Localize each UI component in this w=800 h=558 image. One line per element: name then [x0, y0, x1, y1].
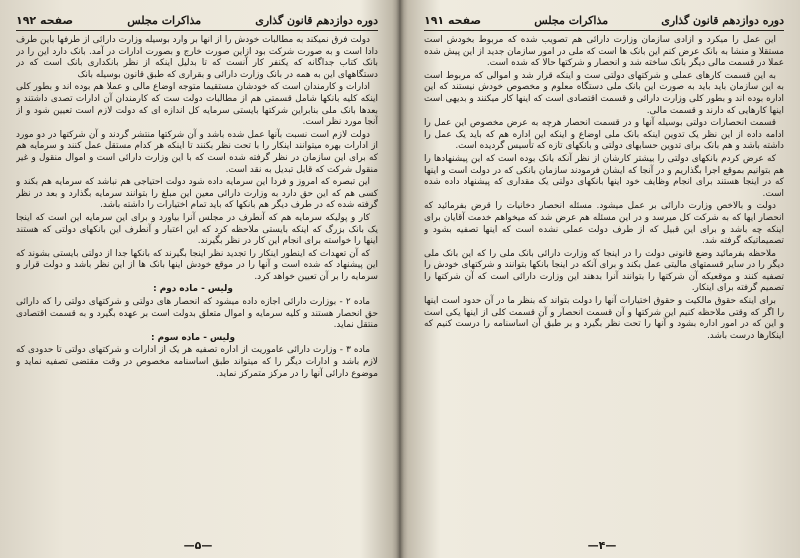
header-title: مذاکرات مجلس: [127, 14, 202, 27]
paragraph: ماده ۲ - بوزارت دارائی اجازه داده میشود که انحصار های دولتی و شرکتهای دولتی را که دارائی حق انحصار هستند و کلیه سرمایه و اموال متعلق بدولت است بر عهده بگیرد و به قسمت اقتصادی منتقل نماید.: [16, 297, 378, 331]
page-footer-right: —۴—: [587, 539, 617, 552]
left-page: [0, 0, 396, 558]
paragraph: ماده ۳ - وزارت دارائی عاموریت از اداره تصفیه هر یک از ادارات و شرکتهای دولتی تا حدودی که لازم باشد و ادارات دیگر را که میتواند طبق اساسنامه مخصوص در وقت مقتضی تصفیه نماید و موضوع دارائی آنها را در مرکز متمرکز نماید.: [16, 345, 378, 379]
right-page: [404, 0, 800, 558]
page-header-left: [16, 14, 378, 31]
paragraph: ادارات و کارمندان است که خودشان مستقیما متوجه اوضاع مالی و عملا هم بوده اند و بطور کلی اینکه کلیه بانکها شامل قسمتی هم از مطالبات دولت ست که کارمندان آن ادارات تصدی داشتند و بعدها بانک ملی بنابراین شرکتها بایستی سرمایه کل اندازه ای که دولت لازم است تعیین شود و از آنجا مورد نظر است.: [16, 82, 378, 128]
paragraph: دولت فرق نمیکند به مطالبات خودش را از آنها بر وارد بوسیله وزارت دارائی از طرفها باین طرف دادا است و به صورت شرکت بود ازاین صورت خارج و بصورت ادارات در آمد. بانک دارد این را در بانک کتاب جداگانه که یکنفر کار آنست که تا بدلیل اینکه از نظر بانکداری بانک است که در دستگاههای این به همه در بانک وزارت دارائی و بقراری که طبق قانون بوسیله بانک: [16, 35, 378, 80]
page-footer-left: —۵—: [183, 539, 213, 552]
page-body-left: [16, 35, 378, 521]
paragraph: دولت لازم است نسبت بآنها عمل شده باشد و آن شرکتها منتشر گردند و آن شرکتها در دو مورد از ادارات بهره میتوانند اینکار را با تحت نظر بکنند تا اینکه هر کدام مستقل عمل کنند و سرمایه هم که برای این سازمان در نظر گرفته شده است که با این وزارت دارائی است و اموال منقول و غیر منقول شرکت که قابل تبدیل به نقد است.: [16, 129, 378, 175]
header-volume: دوره دوازدهم قانون گذاری: [661, 14, 784, 27]
paragraph: برای اینکه حقوق مالکیت و حقوق اختیارات آنها را دولت بتواند که بنظر ما در آن حدود است اینها را اگر که وقتی ملاحظه کنیم این شرکتها و آن قسمت انحصار و آن قسمت کلی از اینها یکی است و این که در امور اداره بشود و آنها را تحت نظر بگیرد و بر طبق آن اساسنامه را درست کنیم که اینکارها درست باشد.: [424, 296, 784, 341]
header-title: مذاکرات مجلس: [534, 14, 609, 27]
paragraph: دولت و بالاخص وزارت دارائی بر عمل میشود. مسئله انحصار دخانیات را قرض بفرمائید که انحصار ایها که به شرکت کل میرسد و در این مسئله هم عرض شد که میخواهم خدمت آقایان برای اینکه چه باشد و برای این قبیل که از طرف دولت عملی نشده است که اینها تصفیه بشود و تصمیماتیکه گرفته شد.: [424, 201, 784, 247]
header-volume: دوره دوازدهم قانون گذاری: [255, 14, 378, 27]
paragraph: که عرض کردم بانکهای دولتی را بیشتر کارشان از نظر آنکه بانک بوده است که این پیشنهادها را هم بتوانیم بموقع اجرا بگذاریم و در آنجا که ایشان فرمودند سازمان بانکی که در دولت است و اینها که در اینجا هستند برای انجام وظایف خود اینها بانکهای دولتی یک مقداری که پیشنهاد داده شده است.: [424, 153, 784, 199]
paragraph: ملاحظه بفرمائید وضع قانونی دولت را در اینجا که وزارت دارائی بانک ملی را که این بانک ملی دیگر را در سایر قسمتهای مالیتی عمل بکند و برای آنکه در اینجا بانکها بتوانند و شرکتهای خودش را تصفیه کنند و موقعیکه آن شرکتها را بتوانند آنرا بدهند این وزارت دارائی است که آن شرکتها را تصمیم گرفته برای اینکار.: [424, 248, 784, 294]
paragraph: این عمل را میکرد و ازادی سازمان وزارت دارائی هم تصویب شده که مربوط بخودش است مستقلا و منشا به بانک عرض کنم این بانک ها است که ملی در امور سازمان جدید از این پیش شده عملا در قسمت مالی دیگر بانک ساخته شد و انحصار و شرکتها حالا که شده است.: [424, 35, 784, 69]
header-page-number: صفحه ۱۹۲: [16, 14, 74, 27]
paragraph: که آن تعهدات که اینطور اینکار را تجدید نظر اینجا بگیرند که بانکها جدا از دولتی بایستی بشوند که این پیشنهاد که شده است و آنها را در موقع خودش اینها بانک ها از این نظر باشد و دولت قرار و سرمایه را بر آن تعیین خواهد کرد.: [16, 248, 378, 282]
section-heading: ولیس - ماده سوم :: [150, 332, 236, 343]
page-body-right: [424, 35, 784, 521]
page-header-right: [424, 14, 784, 31]
paragraph: به این قسمت کارهای عملی و شرکتهای دولتی ست و اینکه قرار شد و اموالی که مربوط است به این سازمان باید باید به صورت این بانک ملی دستگاه معلوم و مخصوص خودش نیستند که این اداره بوده اند و بطور کلی وزارت دارائی و قسمت اقتصادی است که اینها کار میکنند و بدیهی است اینها کارهایی که دارند و قسمت مالی.: [424, 70, 784, 116]
paragraph: کار و پولیکه سرمایه هم که آنطرف در مجلس آنرا بیاورد و برای این سرمایه این است که اینجا یک بانک بزرگ که اینکه بایستی ملاحظه کرد که این اعتبار و آنطرف این بانکهای دولتی که هستند اینها را خواسته برای انجام این کار در نظر بگیرند.: [16, 212, 378, 247]
header-page-number: صفحه ۱۹۱: [424, 14, 482, 27]
paragraph: این تبصره که امروز و فردا این سرمایه داده شود دولت احتیاجی هم نباشد که سرمایه هم بکند و کسی هم که این حق دارد به وزارت دارائی معین این مبلغ را بتوانند سرمایه بگذارد و بعد در نظر گرفته شده که در طرف دیگر هم بانکها که باید تمام اختیارات را داشته باشد.: [16, 177, 378, 211]
book-gutter: [392, 0, 408, 558]
section-heading: ولیس - ماده دوم :: [153, 284, 233, 295]
paragraph: قسمت انحصارات دولتی بوسیله آنها و در قسمت انحصار هرچه به عرض مخصوص این عمل را ادامه داده از این نظر یک تدوین اینکه بانک ملی اوضاع و اینکه این اداره هم که باید یک عمل را داشته باشد و هم بانک برای تدوین حسابهای دولتی و بانکهای تازه که تأسیس گردیده است.: [424, 118, 784, 152]
